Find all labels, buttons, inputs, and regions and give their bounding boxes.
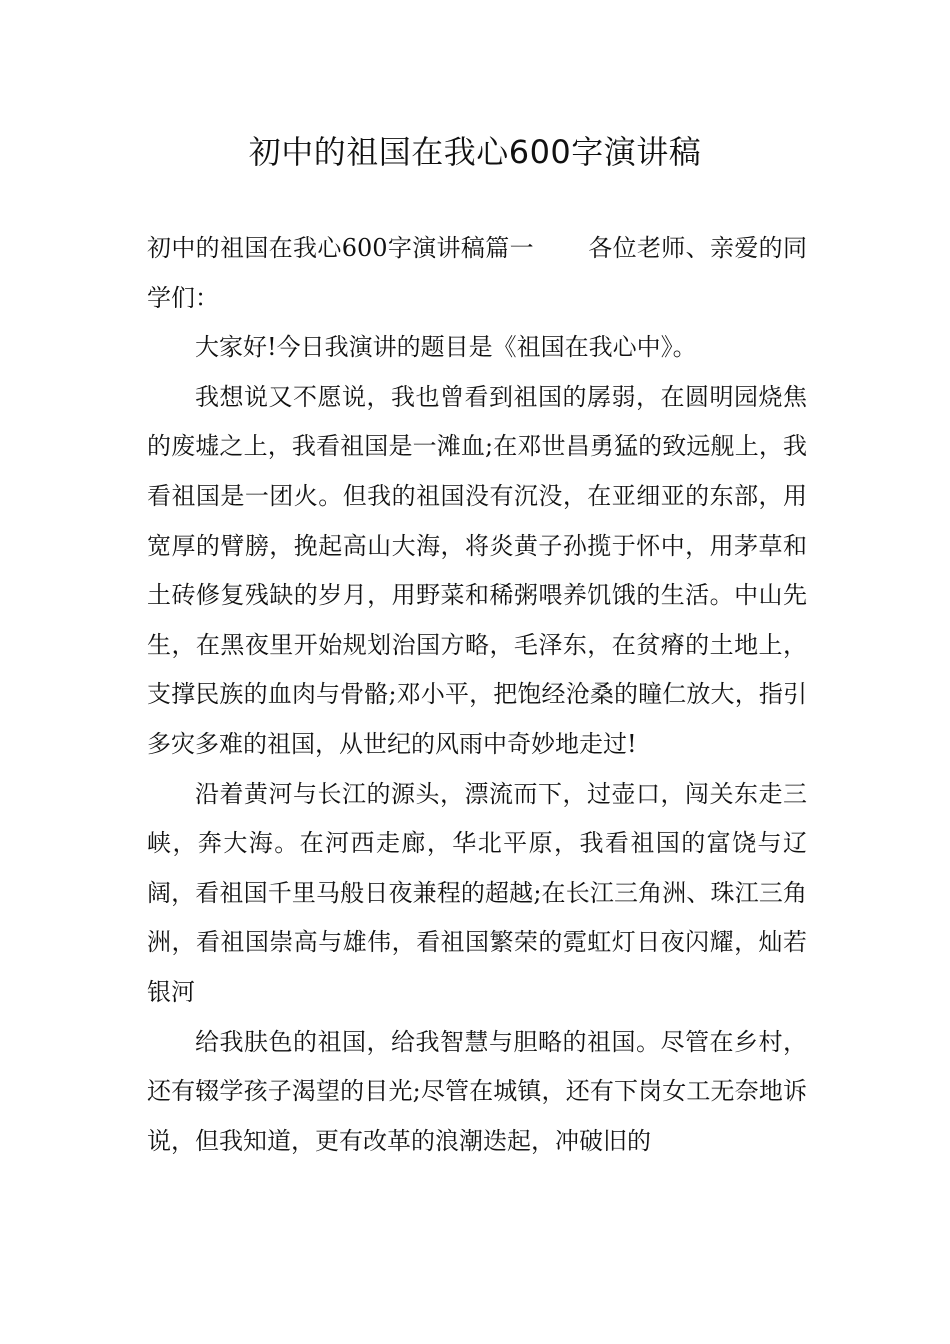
intro-paragraph: [147, 224, 807, 323]
section-heading: 初中的祖国在我心600字演讲稿篇一: [147, 234, 534, 262]
document-body: [147, 224, 807, 1166]
paragraph-history: 我想说又不愿说，我也曾看到祖国的孱弱，在圆明园烧焦的废墟之上，我看祖国是一滩血;在邓世昌勇猛的致远舰上，我看祖国是一团火。但我的祖国没有沉没，在亚细亚的东部，用宽厚的臂膀，挽起高山大海，将炎黄子孙揽于怀中，用茅草和土砖修复残缺的岁月，用野菜和稀粥喂养饥饿的生活。中山先生，在黑夜里开始规划治国方略，毛泽东，在贫瘠的土地上，支撑民族的血肉与骨骼;邓小平，把饱经沧桑的瞳仁放大，指引多灾多难的祖国，从世纪的风雨中奇妙地走过!: [147, 382, 807, 758]
paragraph-greeting: 大家好!今日我演讲的题目是《祖国在我心中》。: [195, 333, 697, 362]
paragraph-reform: 给我肤色的祖国，给我智慧与胆略的祖国。尽管在乡村，还有辍学孩子渴望的目光;尽管在城镇，还有下岗女工无奈地诉说，但我知道，更有改革的浪潮迭起，冲破旧的: [147, 1027, 807, 1155]
paragraph-rivers: 沿着黄河与长江的源头，漂流而下，过壶口，闯关东走三峡，奔大海。在河西走廊，华北平原，我看祖国的富饶与辽阔，看祖国千里马般日夜兼程的超越;在长江三角洲、珠江三角洲，看祖国崇高与雄伟，看祖国繁荣的霓虹灯日夜闪耀，灿若银河: [147, 779, 807, 1006]
salutation: 各位老师、亲爱的同学们：: [147, 234, 808, 312]
document-title: 初中的祖国在我心600字演讲稿: [248, 133, 702, 171]
